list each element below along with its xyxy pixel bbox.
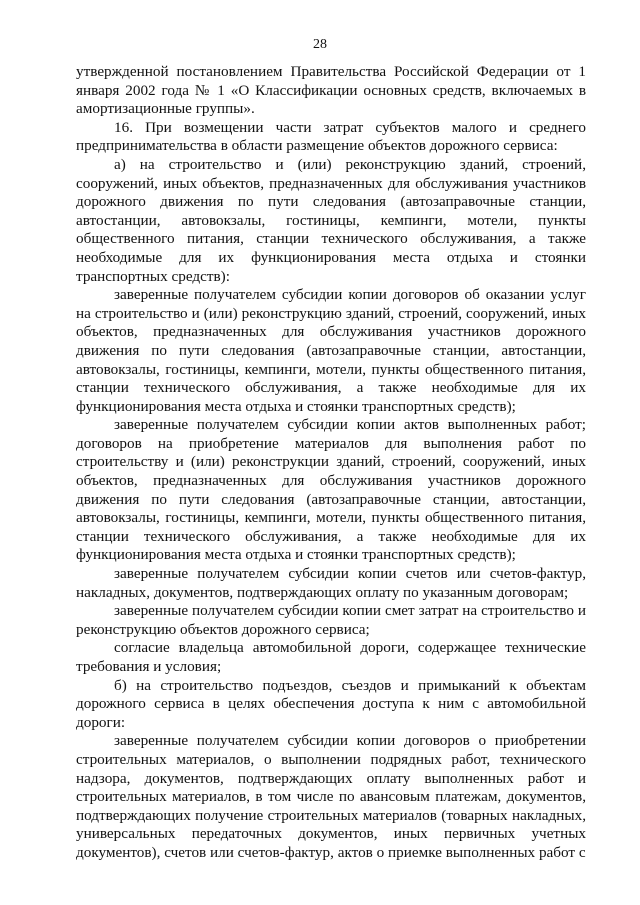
paragraph-acts-copies: заверенные получателем субсидии копии актов выполненных работ; договоров на приобретение материалов для выполнения работ по строительству и (или) реконструкции зданий, строений, сооружений, иных объектов, предназначенных для обслуживания участников дорожного движения по пути следования (автозаправочные станции, автостанции, автовокзалы, гостиницы, кемпинги, мотели, пункты общественного питания, станции технического обслуживания, а также необходимые для их функционирования места отдыха и стоянки транспортных средств); xyxy=(76,416,586,564)
document-body xyxy=(76,63,586,863)
page-number: 28 xyxy=(313,37,327,52)
paragraph-subitem-a: а) на строительство и (или) реконструкцию зданий, строений, сооружений, иных объектов, предназначенных для обслуживания участников дорожного движения по пути следования (автозаправочные станции, автостанции, автовокзалы, гостиницы, кемпинги, мотели, пункты общественного питания, станции технического обслуживания, а также необходимые для их функционирования места отдыха и стоянки транспортных средств): xyxy=(76,155,586,285)
paragraph-contracts-copies: заверенные получателем субсидии копии договоров об оказании услуг на строительство и (или) реконструкцию зданий, строений, сооружений, иных объектов, предназначенных для обслуживания участников дорожного движения по пути следования (автозаправочные станции, автостанции, автовокзалы, гостиницы, кемпинги, мотели, пункты общественного питания, станции технического обслуживания, а также необходимые для их функционирования места отдыха и стоянки транспортных средств); xyxy=(76,286,586,415)
paragraph-estimates-copies: заверенные получателем субсидии копии смет затрат на строительство и реконструкцию объектов дорожного сервиса; xyxy=(76,602,586,638)
paragraph-continuation: утвержденной постановлением Правительства Российской Федерации от 1 января 2002 года № 1 «О Классификации основных средств, включаемых в амортизационные группы». xyxy=(76,63,586,118)
paragraph-road-owner-consent: согласие владельца автомобильной дороги, содержащее технические требования и условия; xyxy=(76,639,586,675)
paragraph-invoices-copies: заверенные получателем субсидии копии счетов или счетов-фактур, накладных, документов, подтверждающих оплату по указанным договорам; xyxy=(76,565,586,601)
paragraph-materials-contracts: заверенные получателем субсидии копии договоров о приобретении строительных материалов, о выполнении подрядных работ, технического надзора, документов, подтверждающих оплату выполненных работ и строительных материалов, в том числе по авансовым платежам, документов, подтверждающих получение строительных материалов (товарных накладных, универсальных передаточных документов, иных первичных учетных документов), счетов или счетов-фактур, актов о приемке выполненных работ с xyxy=(76,732,586,861)
paragraph-item-16: 16. При возмещении части затрат субъектов малого и среднего предпринимательства в области размещение объектов дорожного сервиса: xyxy=(76,118,586,155)
paragraph-subitem-b: б) на строительство подъездов, съездов и примыканий к объектам дорожного сервиса в целях обеспечения доступа к ним с автомобильной дороги: xyxy=(76,676,586,731)
